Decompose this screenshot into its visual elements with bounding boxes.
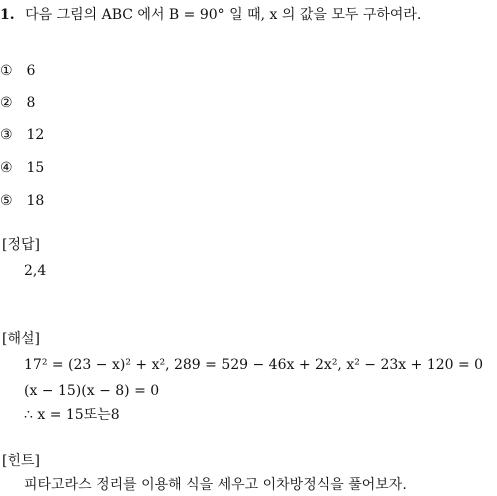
choice-4	[0, 159, 44, 177]
choice-value: 8	[26, 95, 36, 111]
question-number: 1.	[0, 7, 15, 23]
question-text: 다음 그림의 ABC 에서 B = 90° 일 때, x 의 값을 모두 구하여라.	[25, 7, 422, 23]
choice-5	[0, 192, 44, 210]
choice-number: ④	[0, 160, 13, 176]
explanation-line-2: (x − 15)(x − 8) = 0	[24, 383, 160, 399]
choice-number: ③	[0, 127, 13, 143]
explanation-line-1: 17² = (23 − x)² + x², 289 = 529 − 46x + 2x², x² − 23x + 120 = 0	[24, 357, 484, 373]
choice-value: 18	[26, 193, 45, 209]
choice-2	[0, 94, 35, 112]
choice-value: 15	[26, 160, 45, 176]
choice-value: 6	[26, 63, 36, 79]
choice-number: ①	[0, 63, 13, 79]
question-line	[0, 6, 421, 24]
choice-number: ②	[0, 95, 13, 111]
hint-label: [힌트]	[2, 453, 40, 469]
choice-value: 12	[26, 127, 45, 143]
answer-label: [정답]	[2, 237, 40, 253]
hint-text: 피타고라스 정리를 이용해 식을 세우고 이차방정식을 풀어보자.	[24, 477, 407, 493]
choice-3	[0, 126, 44, 144]
answer-value: 2,4	[24, 263, 47, 279]
explanation-label: [해설]	[2, 331, 40, 347]
explanation-line-3: ∴ x = 15또는8	[24, 407, 120, 423]
choice-number: ⑤	[0, 193, 13, 209]
choice-1	[0, 62, 35, 80]
